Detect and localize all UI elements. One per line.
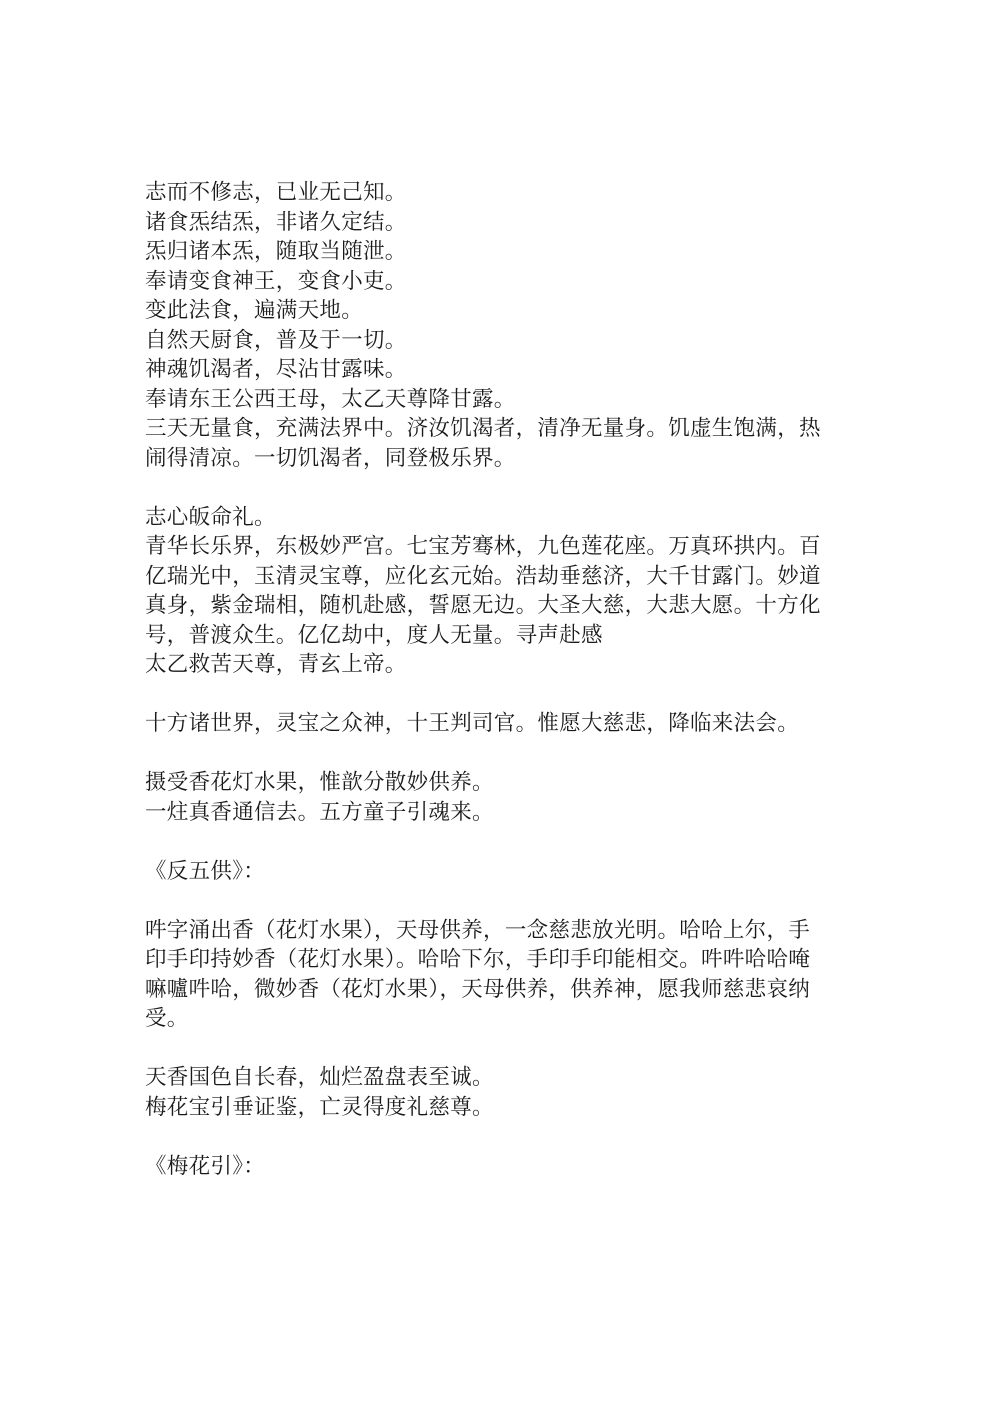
paragraph-plum-verse: [145, 1063, 865, 1122]
paragraph-homage: [145, 503, 865, 680]
text-line: 印手印持妙香（花灯水果）。哈哈下尔，手印手印能相交。吽吽哈哈唵: [145, 947, 811, 972]
text-line: 炁归诸本炁，随取当随泄。: [145, 239, 407, 264]
paragraph-invocation: [145, 709, 865, 739]
section-heading-plum: [145, 1152, 865, 1182]
text-line: 嘛嚧吽哈，微妙香（花灯水果），天母供养，供养神，愿我师慈悲哀纳: [145, 976, 811, 1002]
text-line: 志心皈命礼。: [145, 504, 276, 530]
text-line: 太乙救苦天尊，青玄上帝。: [145, 652, 407, 677]
paragraph-spacer: [145, 1122, 865, 1152]
paragraph-spacer: [145, 886, 865, 916]
paragraph-spacer: [145, 739, 865, 769]
text-line: 自然天厨食，普及于一切。: [145, 327, 407, 353]
paragraph-spacer: [145, 680, 865, 710]
document-body: [145, 178, 865, 1181]
text-line: 志而不修志，已业无己知。: [145, 180, 407, 205]
paragraph-food-incantation: [145, 178, 865, 473]
text-line: 闹得清凉。一切饥渴者，同登极乐界。: [145, 445, 516, 471]
text-line: 奉请东王公西王母，太乙天尊降甘露。: [145, 386, 516, 412]
text-line: 摄受香花灯水果，惟歆分散妙供养。: [145, 770, 494, 795]
text-line: 梅花宝引垂证鉴，亡灵得度礼慈尊。: [145, 1094, 494, 1120]
paragraph-spacer: [145, 827, 865, 857]
text-line: 天香国色自长春，灿烂盈盘表至诚。: [145, 1065, 494, 1090]
text-line: 真身，紫金瑞相，随机赴感，誓愿无边。大圣大慈，大悲大愿。十方化: [145, 593, 821, 618]
text-line: 受。: [145, 1006, 189, 1031]
text-line: 一炷真香通信去。五方童子引魂来。: [145, 799, 494, 825]
text-line: 十方诸世界，灵宝之众神，十王判司官。惟愿大慈悲，降临来法会。: [145, 711, 800, 736]
text-line: 青华长乐界，东极妙严宫。七宝芳骞林，九色莲花座。万真环拱内。百: [145, 534, 821, 559]
text-line: 神魂饥渴者，尽沾甘露味。: [145, 357, 407, 382]
text-line: 奉请变食神王，变食小吏。: [145, 268, 407, 294]
paragraph-offering-verse: [145, 768, 865, 827]
section-heading: 《反五供》：: [145, 858, 266, 884]
text-line: 亿瑞光中，玉清灵宝尊，应化玄元始。浩劫垂慈济，大千甘露门。妙道: [145, 563, 821, 589]
text-line: 吽字涌出香（花灯水果），天母供养，一念慈悲放光明。哈哈上尔，手: [145, 917, 811, 943]
paragraph-five-offerings: [145, 916, 865, 1034]
paragraph-spacer: [145, 1034, 865, 1064]
text-line: 号，普渡众生。亿亿劫中，度人无量。寻声赴感: [145, 622, 603, 648]
section-heading-five-offerings: [145, 857, 865, 887]
section-heading: 《梅花引》：: [145, 1153, 266, 1179]
text-line: 变此法食，遍满天地。: [145, 298, 364, 323]
text-line: 诸食炁结炁，非诸久定结。: [145, 209, 407, 235]
paragraph-spacer: [145, 473, 865, 503]
text-line: 三天无量食，充满法界中。济汝饥渴者，清净无量身。饥虚生饱满，热: [145, 416, 821, 441]
